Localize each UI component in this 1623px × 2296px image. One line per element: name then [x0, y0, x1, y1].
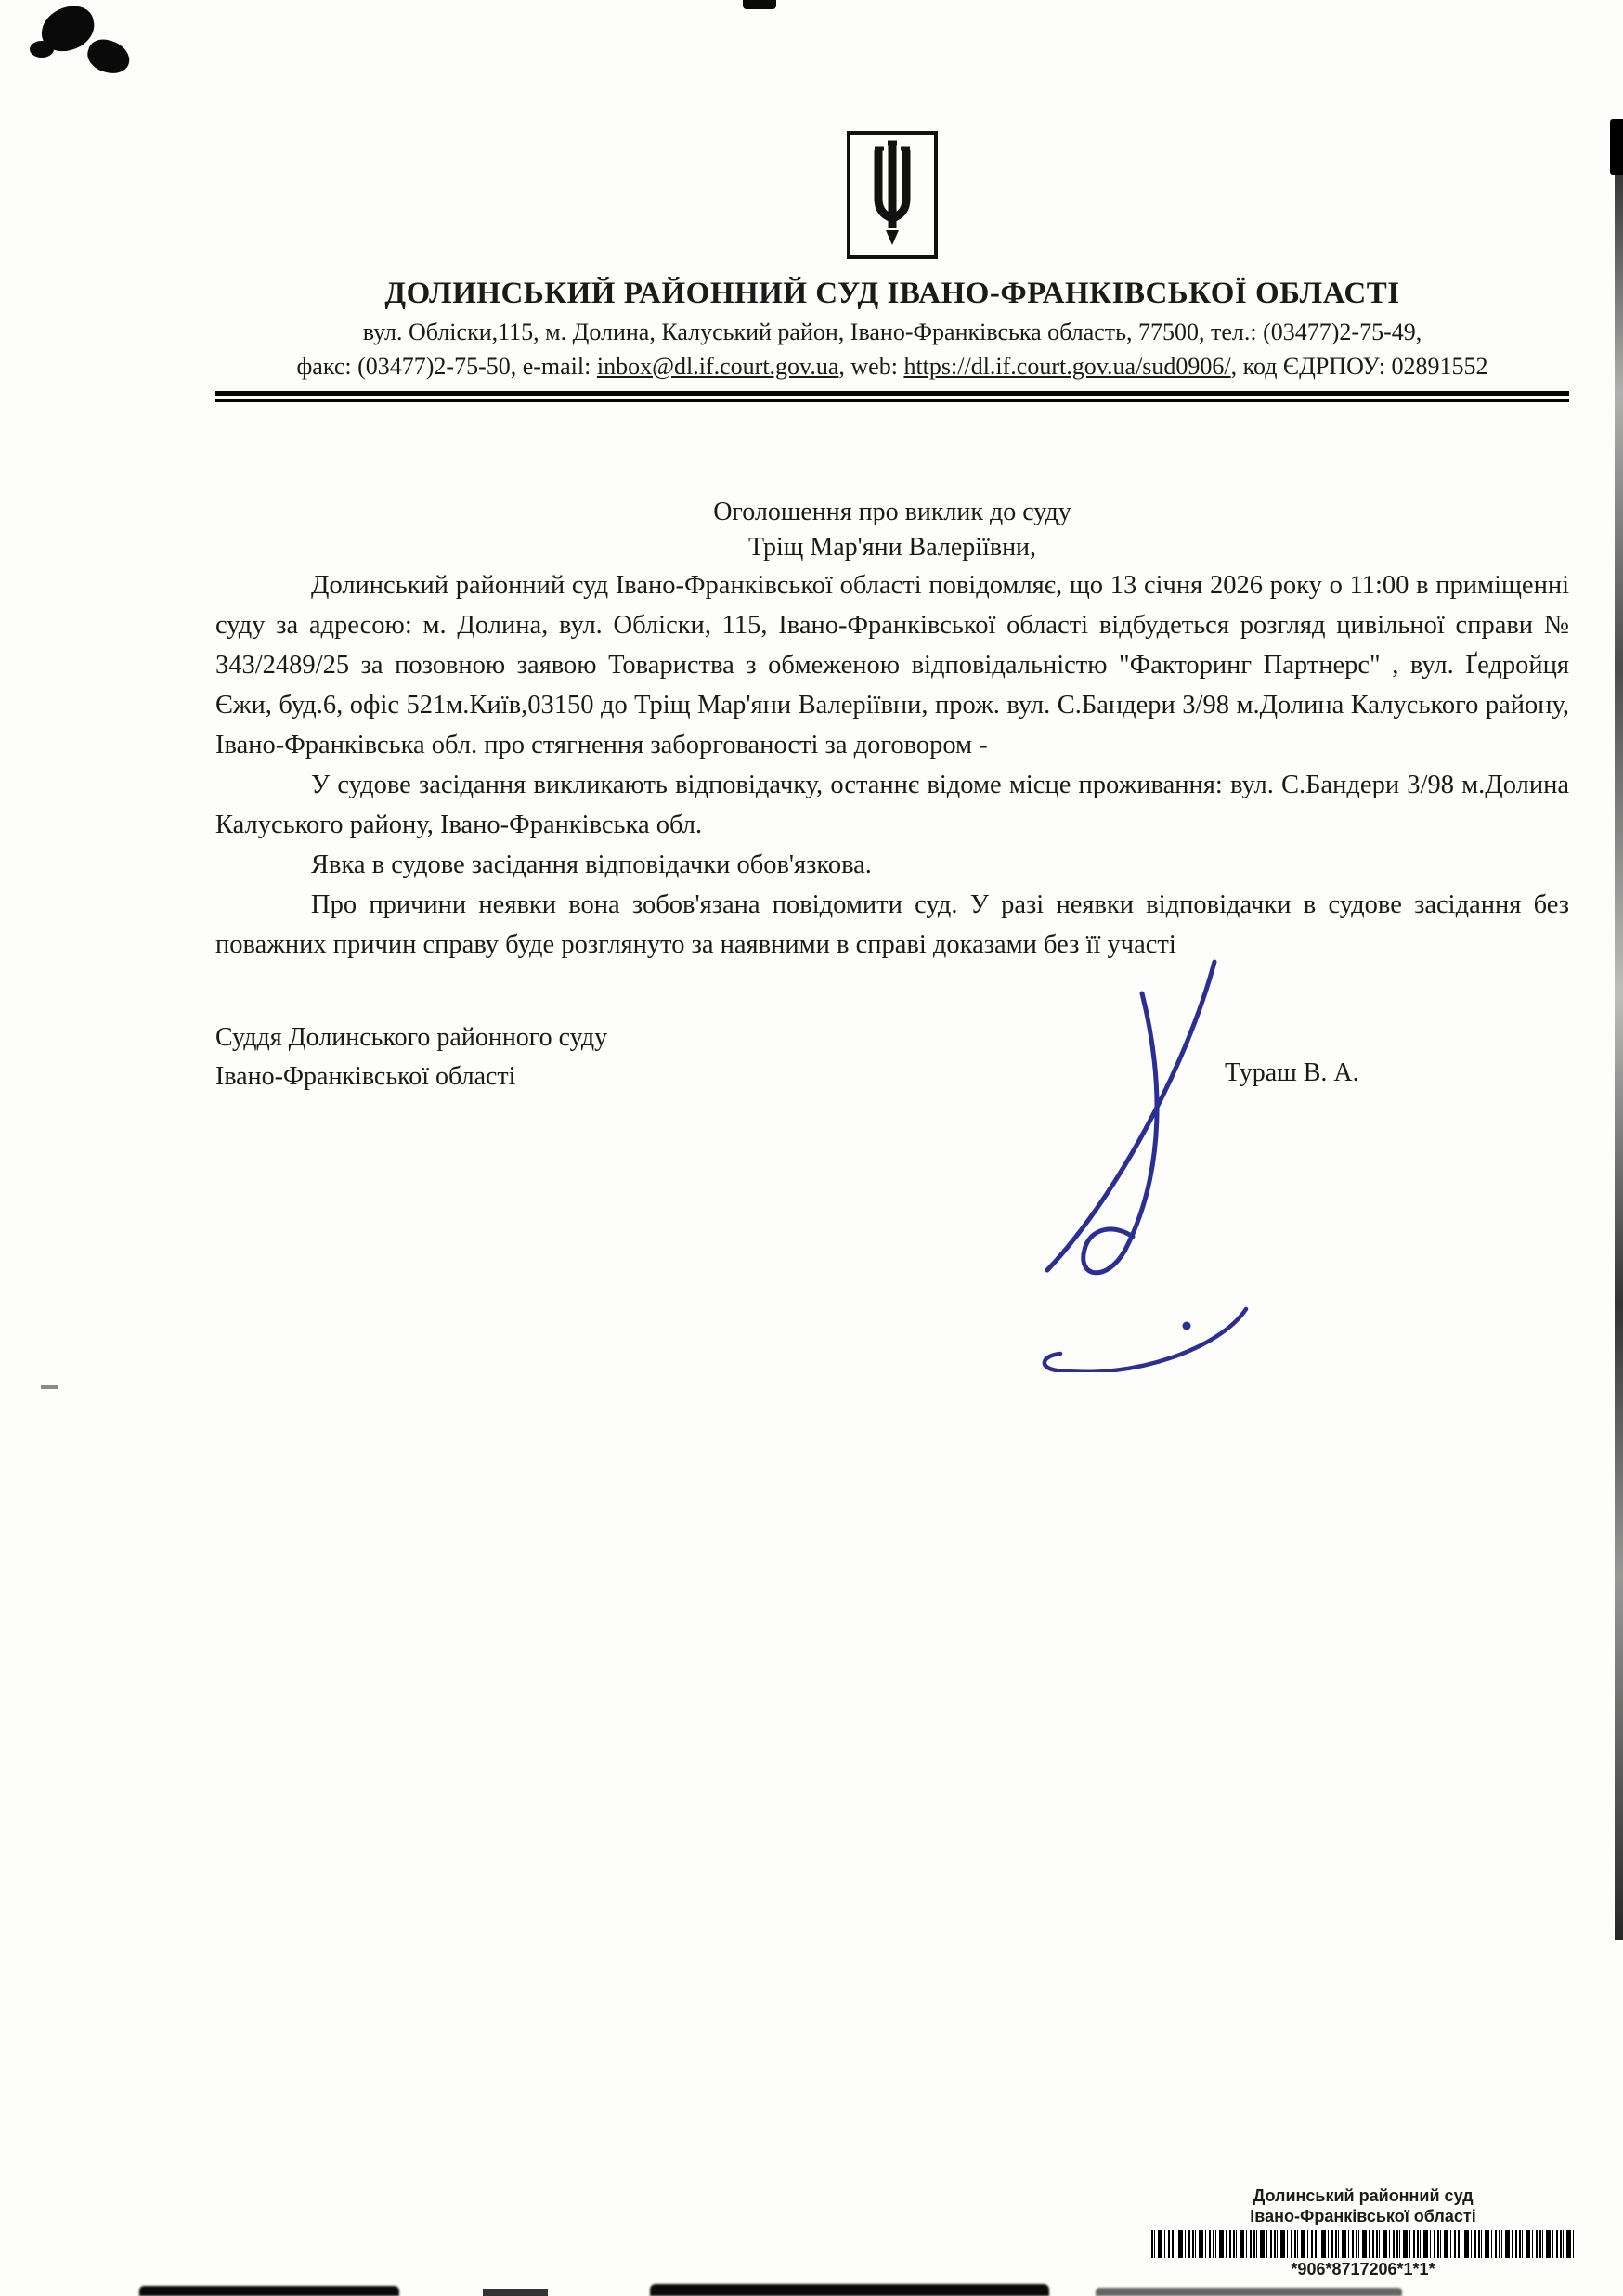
letterhead	[215, 130, 1569, 402]
body-paragraph-4: Про причини неявки вона зобов'язана повідомити суд. У разі неявки відповідачки в судове засідання без поважних причин справу буде розглянуто за наявними в справі доказами без її участі	[215, 890, 1569, 959]
body-paragraph-2: У судове засідання викликають відповідачку, останнє відоме місце проживання: вул. С.Бандери 3/98 м.Долина Калуського району, Івано-Франківська обл.	[215, 771, 1569, 839]
ukraine-trident-emblem	[846, 130, 939, 260]
body-paragraph-1: Долинський районний суд Івано-Франківської області повідомляє, що 13 січня 2026 року о 11:00 в приміщенні суду за адресою: м. Долина, вул. Обліски, 115, Івано-Франківської області відбудеться розгляд цивільної справи № 343/2489/25 за позовною заявою Товариства з обмеженою відповідальністю "Факторинг Партнерс" , вул. Ґедройця Єжи, буд.6, офіс 521м.Київ,03150 до Тріщ Мар'яни Валеріївни, прож. вул. С.Бандери 3/98 м.Долина Калуського району, Івано-Франківська обл. про стягнення заборгованості за договором -	[215, 571, 1569, 759]
barcode-code: *906*8717206*1*1*	[1291, 2260, 1435, 2278]
email-link: inbox@dl.if.court.gov.ua	[596, 353, 839, 380]
doc-title: Оголошення про виклик до суду	[713, 498, 1071, 526]
web-link: https://dl.if.court.gov.ua/sud0906/	[903, 353, 1231, 380]
contact-line	[215, 350, 1569, 383]
court-name: ДОЛИНСЬКИЙ РАЙОННИЙ СУД ІВАНО-ФРАНКІВСЬКОЇ ОБЛАСТІ	[384, 277, 1400, 310]
judge-title-line-1: Суддя Долинського районного суду	[215, 1023, 608, 1052]
scan-artifact-bottom-edge	[650, 2284, 1049, 2296]
barcode	[1151, 2230, 1575, 2258]
barcode-court-line-2: Івано-Франківської області	[1250, 2207, 1476, 2225]
judge-name: Тураш В. А.	[1225, 1058, 1359, 1087]
edrpou-text: , код ЄДРПОУ: 02891552	[1230, 353, 1488, 380]
address-line: вул. Обліски,115, м. Долина, Калуський район, Івано-Франківська область, 77500, тел.: (03477)2-75-49,	[362, 318, 1422, 345]
header-divider	[215, 391, 1569, 402]
scan-artifact-bottom-edge	[483, 2289, 548, 2296]
document-body	[215, 495, 1569, 1096]
scan-artifact-bottom-edge	[1096, 2288, 1402, 2296]
scan-artifact-left-margin	[41, 1385, 58, 1389]
fax-text: факс: (03477)2-75-50, e-mail:	[296, 353, 597, 380]
signature-block	[215, 1018, 1569, 1096]
barcode-court-line-1: Долинський районний суд	[1253, 2186, 1474, 2205]
body-paragraph-3: Явка в судове засідання відповідачки обов'язкова.	[311, 850, 872, 879]
web-label: , web:	[838, 353, 904, 380]
scan-artifact-top-left	[30, 41, 54, 58]
scan-artifact-top-left	[84, 35, 134, 79]
barcode-block	[1151, 2186, 1575, 2279]
scan-artifact-bottom-edge	[139, 2286, 399, 2296]
judge-title-line-2: Івано-Франківської області	[215, 1062, 516, 1091]
title-block	[215, 495, 1569, 565]
doc-addressee: Тріщ Мар'яни Валеріївни,	[747, 533, 1037, 562]
scan-artifact-right-edge	[1615, 121, 1623, 1940]
